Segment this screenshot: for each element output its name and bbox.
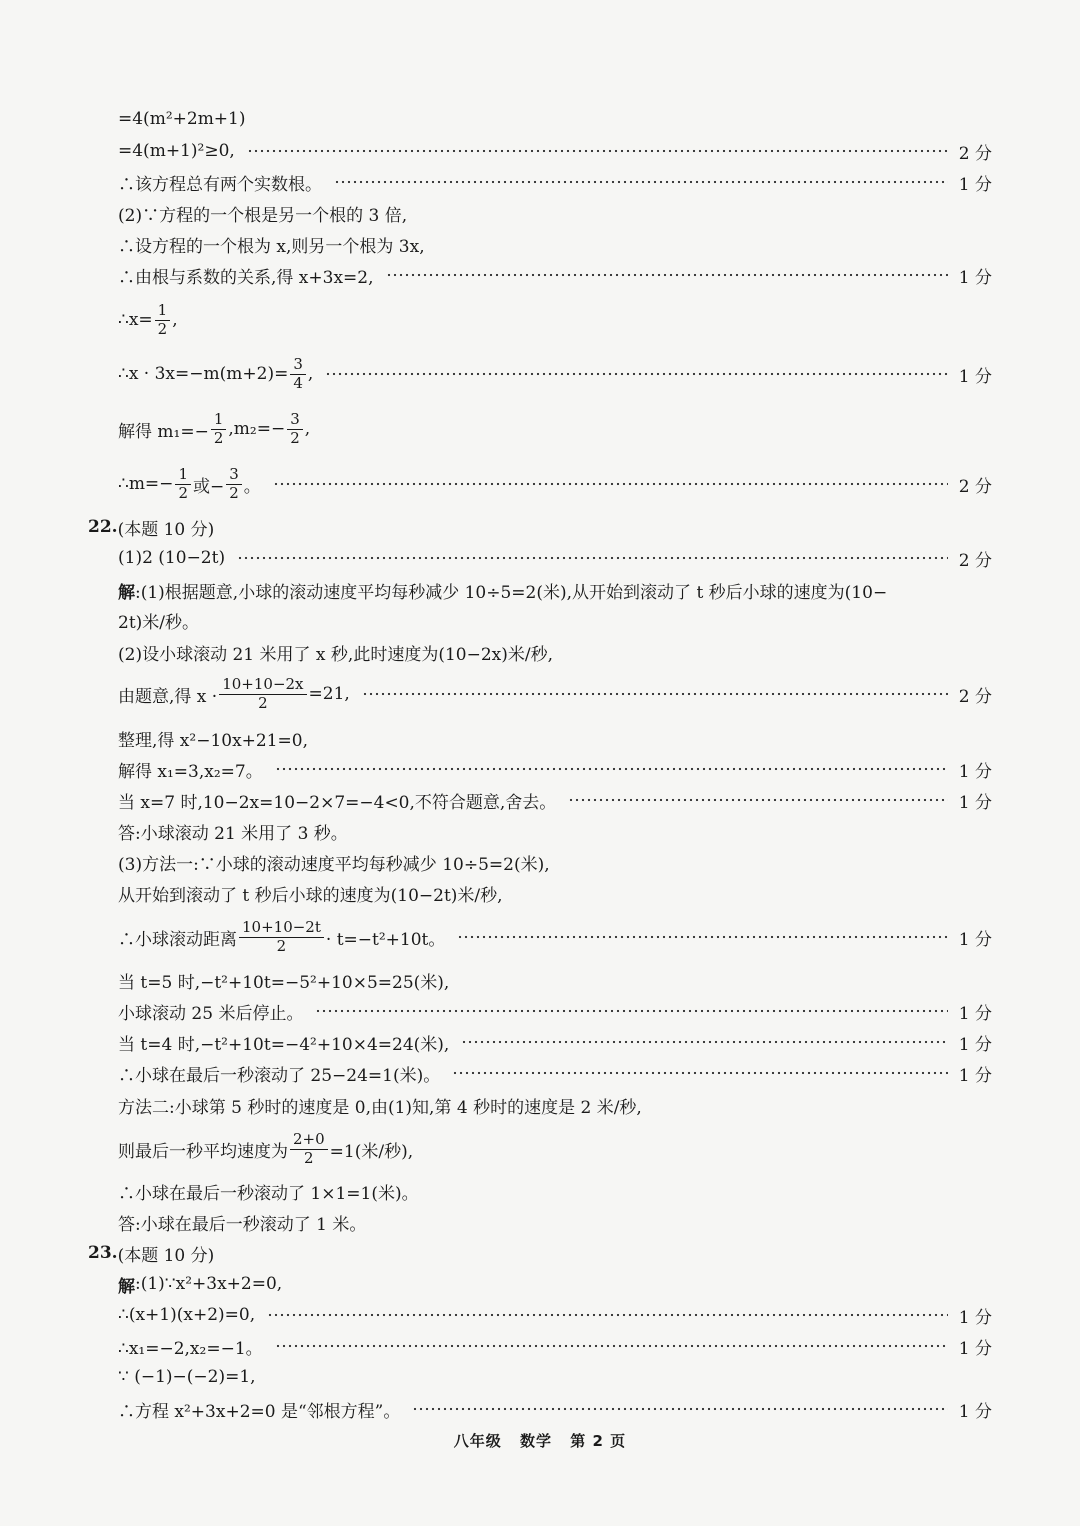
fraction-line: ∴m=− $\frac{1}{2}$ 或− $\frac{3}{2}$ 。 2 分 (118, 465, 992, 502)
text-line: 方法二:小球第 5 秒时的速度是 0,由(1)知,第 4 秒时的速度是 2 米/秒, (118, 1097, 642, 1118)
text-line: ∴(x+1)(x+2)=0, 1 分 (118, 1300, 992, 1330)
text-line: 答:小球在最后一秒滚动了 1 米。 (118, 1214, 367, 1235)
text-line: 解 :(1)根据题意,小球的滚动速度平均每秒减少 10÷5=2(米),从开始到滚动了 t 秒后小球的速度为(10− (118, 582, 888, 603)
text-line: =4(m+1)²≥0, 2 分 (118, 136, 992, 166)
score: 1 分 (958, 761, 992, 782)
text-line: ∴小球在最后一秒滚动了 25−24=1(米)。 1 分 (118, 1058, 992, 1088)
score: 1 分 (958, 174, 992, 195)
score: 1 分 (958, 1034, 992, 1055)
score: 2 分 (958, 476, 992, 497)
fraction: $\frac{10+10-2x}{2}$ (219, 676, 306, 712)
fraction-line: 解得 m₁=− $\frac{1}{2}$ ,m₂=− $\frac{3}{2}$ , (118, 410, 311, 447)
score: 1 分 (958, 1401, 992, 1422)
fraction: $\frac{2+0}{2}$ (290, 1131, 328, 1167)
score: 1 分 (958, 1307, 992, 1328)
fraction-line: 由题意,得 x · $\frac{10+10-2x}{2}$ =21, 2 分 (118, 675, 992, 712)
leader-dots (457, 935, 948, 939)
page-footer (0, 1430, 1080, 1454)
leader-dots (237, 556, 948, 560)
score: 2 分 (958, 143, 992, 164)
fraction: $\frac{3}{4}$ (290, 356, 306, 392)
question-heading: 23. (本题 10 分) (88, 1243, 215, 1266)
fraction-line: 则最后一秒平均速度为 $\frac{2+0}{2}$ =1(米/秒), (118, 1130, 414, 1167)
leader-dots (315, 1009, 948, 1013)
text-line: 当 x=7 时,10−2x=10−2×7=−4<0,不符合题意,舍去。 1 分 (118, 785, 992, 815)
fraction-line: ∴小球滚动距离 $\frac{10+10-2t}{2}$ · t=−t²+10t。 1 分 (118, 918, 992, 955)
fraction: $\frac{3}{2}$ (226, 466, 242, 502)
fraction: $\frac{3}{2}$ (287, 411, 303, 447)
leader-dots (362, 692, 948, 696)
text-line: 小球滚动 25 米后停止。 1 分 (118, 996, 992, 1026)
question-heading: 22. (本题 10 分) (88, 517, 215, 540)
score: 1 分 (958, 792, 992, 813)
text-line: ∴该方程总有两个实数根。 1 分 (118, 167, 992, 197)
footer-grade: 八年级 (453, 1432, 502, 1450)
leader-dots (275, 767, 948, 771)
text-line: ∴由根与系数的关系,得 x+3x=2, 1 分 (118, 260, 992, 290)
text-line: ∴设方程的一个根为 x,则另一个根为 3x, (118, 236, 425, 257)
fraction: $\frac{1}{2}$ (175, 466, 191, 502)
text-line: ∴方程 x²+3x+2=0 是“邻根方程”。 1 分 (118, 1394, 992, 1424)
text-line: =4(m²+2m+1) (118, 109, 246, 129)
score: 1 分 (958, 929, 992, 950)
fraction: $\frac{1}{2}$ (211, 411, 227, 447)
leader-dots (273, 482, 948, 486)
score: 1 分 (958, 267, 992, 288)
score: 1 分 (958, 1003, 992, 1024)
text-line: ∵ (−1)−(−2)=1, (118, 1367, 256, 1387)
text-line: ∴小球在最后一秒滚动了 1×1=1(米)。 (118, 1183, 419, 1204)
fraction-line: ∴x= $\frac{1}{2}$ , (118, 301, 178, 338)
text-line: 答:小球滚动 21 米用了 3 秒。 (118, 823, 348, 844)
fraction: $\frac{1}{2}$ (155, 302, 171, 338)
text-line: 当 t=4 时,−t²+10t=−4²+10×4=24(米), 1 分 (118, 1027, 992, 1057)
text-line: 从开始到滚动了 t 秒后小球的速度为(10−2t)米/秒, (118, 885, 503, 906)
leader-dots (412, 1407, 948, 1411)
leader-dots (386, 273, 948, 277)
leader-dots (568, 798, 948, 802)
score: 1 分 (958, 1065, 992, 1086)
footer-subject: 数学 (520, 1432, 553, 1450)
text-line: 2t)米/秒。 (118, 612, 200, 633)
score: 1 分 (958, 366, 992, 387)
fraction-line: ∴x · 3x=−m(m+2)= $\frac{3}{4}$ , 1 分 (118, 355, 992, 392)
text-line: (3)方法一:∵小球的滚动速度平均每秒减少 10÷5=2(米), (118, 854, 550, 875)
text-line: 解得 x₁=3,x₂=7。 1 分 (118, 754, 992, 784)
leader-dots (461, 1040, 948, 1044)
text-line: 解 :(1)∵x²+3x+2=0, (118, 1274, 283, 1297)
leader-dots (267, 1313, 948, 1317)
text-line: (2)∵方程的一个根是另一个根的 3 倍, (118, 205, 408, 226)
leader-dots (275, 1344, 948, 1348)
leader-dots (334, 180, 948, 184)
footer-page: 第 2 页 (570, 1432, 627, 1450)
text-line: 当 t=5 时,−t²+10t=−5²+10×5=25(米), (118, 972, 450, 993)
score: 1 分 (958, 1338, 992, 1359)
fraction: $\frac{10+10-2t}{2}$ (239, 919, 324, 955)
text-line: (1)2 (10−2t) 2 分 (118, 543, 992, 573)
score: 2 分 (958, 686, 992, 707)
leader-dots (247, 149, 948, 153)
text-line: 整理,得 x²−10x+21=0, (118, 730, 309, 751)
leader-dots (325, 372, 948, 376)
text-line: ∴x₁=−2,x₂=−1。 1 分 (118, 1331, 992, 1361)
leader-dots (452, 1071, 948, 1075)
text-line: (2)设小球滚动 21 米用了 x 秒,此时速度为(10−2x)米/秒, (118, 644, 553, 665)
score: 2 分 (958, 550, 992, 571)
